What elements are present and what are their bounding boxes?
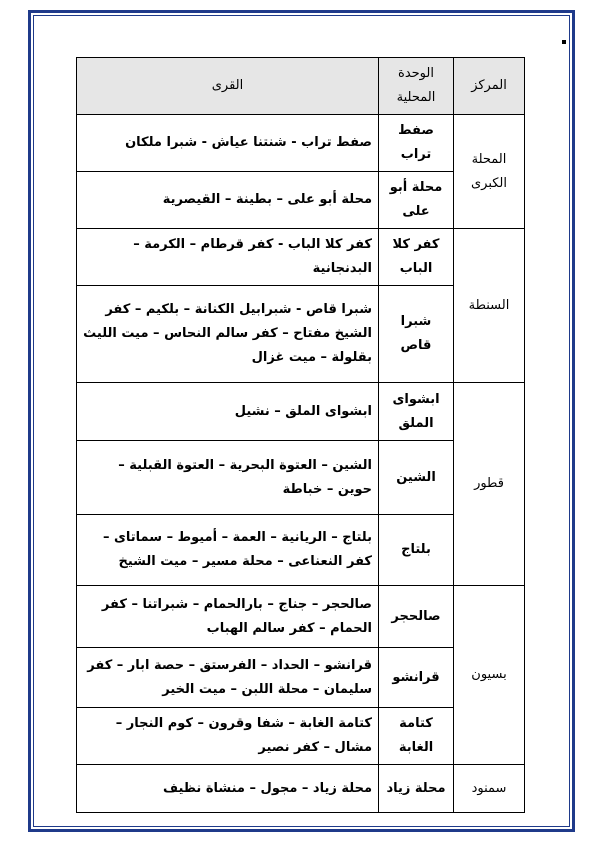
bullet-dot — [562, 40, 566, 44]
markaz-cell: المحلة الكبرى — [454, 115, 525, 229]
table-row — [77, 229, 525, 286]
local-unit-cell: صالحجر — [379, 586, 454, 648]
table-row — [77, 115, 525, 172]
markaz-cell: السنطة — [454, 229, 525, 383]
villages-cell: محلة أبو على – بطينة – القيصرية — [77, 172, 379, 229]
local-unit-cell: صفط تراب — [379, 115, 454, 172]
markaz-cell: قطور — [454, 383, 525, 586]
markaz-cell: سمنود — [454, 765, 525, 813]
local-unit-cell: كتامة الغابة — [379, 708, 454, 765]
local-unit-cell: الشين — [379, 441, 454, 515]
villages-cell: كتامة الغابة – شفا وقرون – كوم النجار – مشال – كفر نصير — [77, 708, 379, 765]
local-unit-cell: شبرا قاص — [379, 286, 454, 383]
local-unit-cell: بلتاج — [379, 515, 454, 586]
local-unit-cell: قرانشو — [379, 648, 454, 708]
markaz-cell: بسيون — [454, 586, 525, 765]
villages-cell: بلتاج – الريانية – العمة – أميوط – سماتاى – كفر النعناعى – محلة مسير – ميت الشيخ — [77, 515, 379, 586]
header-villages: القرى — [77, 58, 379, 115]
villages-cell: شبرا قاص - شبرابيل الكنانة – بلكيم – كفر الشيخ مفتاح – كفر سالم النحاس – ميت الليث بقلولة – ميت غزال — [77, 286, 379, 383]
local-unit-cell: محلة أبو على — [379, 172, 454, 229]
local-unit-cell: ابشواى الملق — [379, 383, 454, 441]
villages-cell: محلة زياد – مجول – منشاة نظيف — [77, 765, 379, 813]
local-unit-cell: كفر كلا الباب — [379, 229, 454, 286]
villages-cell: صالحجر – جناج – بارالحمام – شبراتنا – كفر الحمام – كفر سالم الهباب — [77, 586, 379, 648]
villages-cell: الشين – العتوة البحرية – العتوة القبلية – حوين – خباطة — [77, 441, 379, 515]
villages-table — [76, 57, 525, 813]
villages-cell: كفر كلا الباب - كفر قرطام – الكرمة – البدنجانية — [77, 229, 379, 286]
header-markaz: المركز — [454, 58, 525, 115]
local-unit-cell: محلة زياد — [379, 765, 454, 813]
header-local-unit: الوحدة المحلية — [379, 58, 454, 115]
table-row — [77, 765, 525, 813]
header-row — [77, 58, 525, 115]
villages-cell: ابشواى الملق – نشيل — [77, 383, 379, 441]
villages-cell: صفط تراب - شنتنا عياش - شبرا ملكان — [77, 115, 379, 172]
table-row — [77, 586, 525, 648]
villages-cell: قرانشو – الحداد – الفرستق – حصة ابار – كفر سليمان – محلة اللبن – ميت الخير — [77, 648, 379, 708]
table-row — [77, 383, 525, 441]
